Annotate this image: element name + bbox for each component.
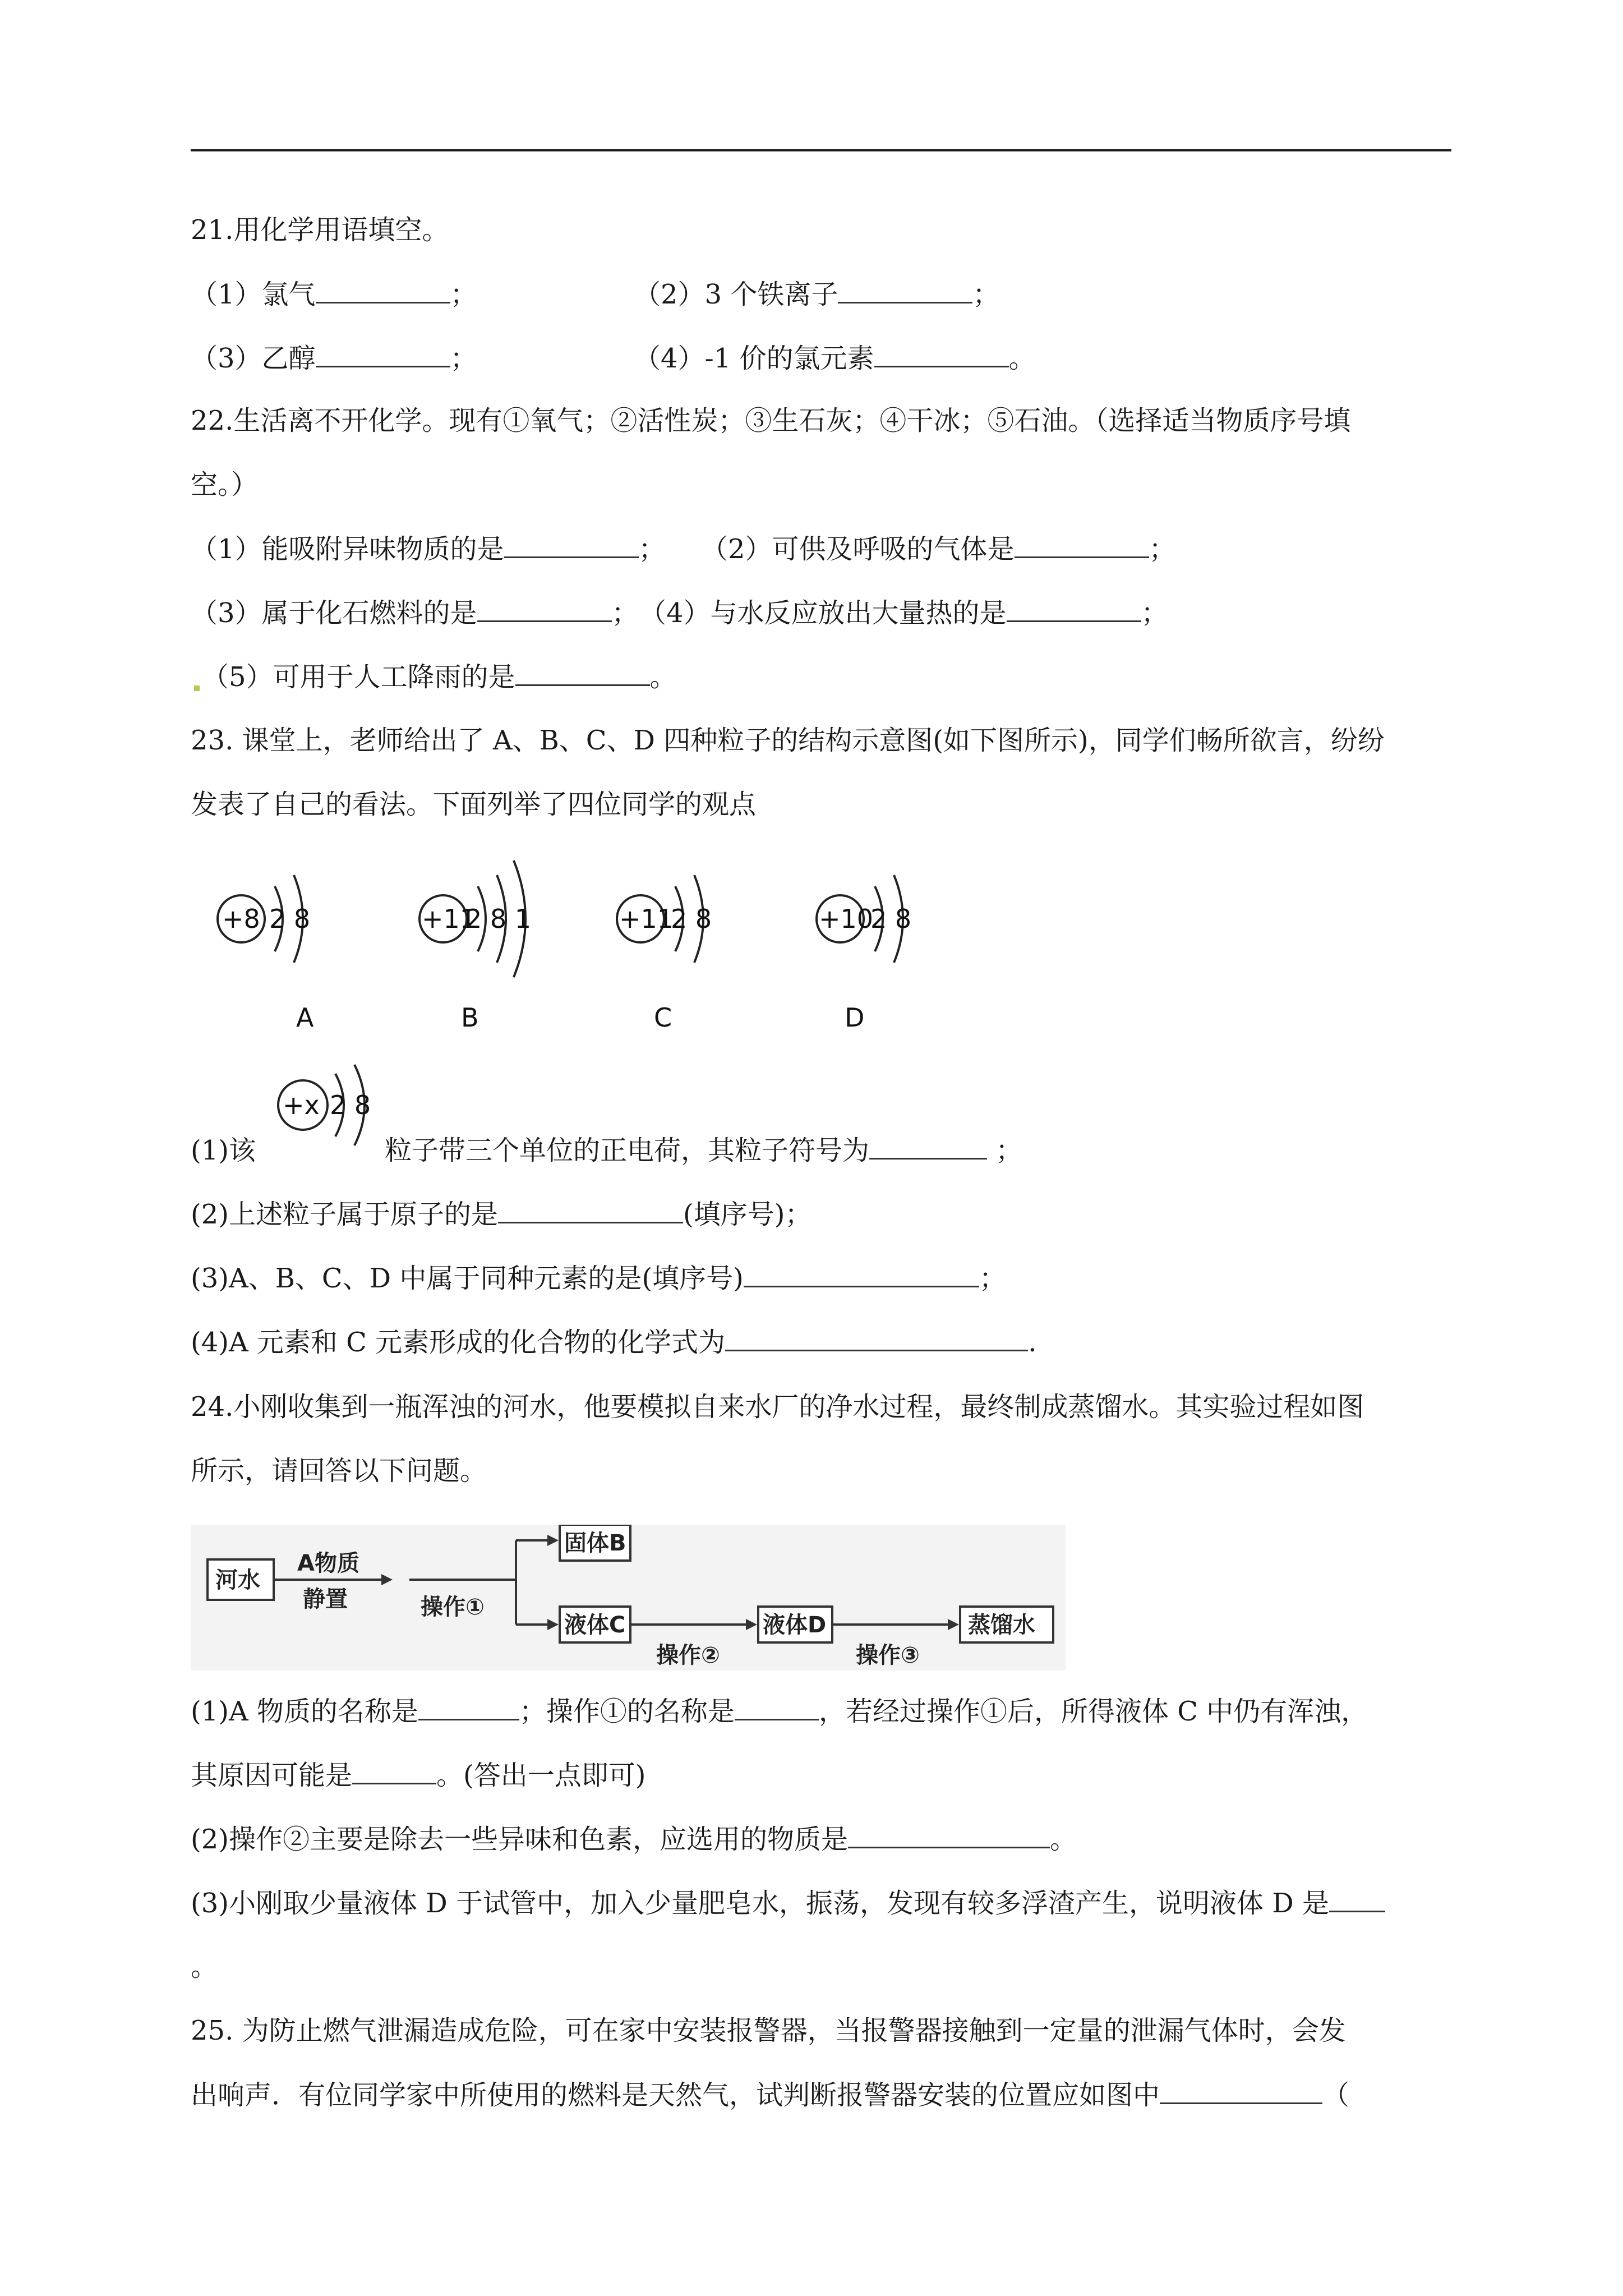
answer-blank[interactable] bbox=[1329, 1886, 1385, 1912]
svg-text:河水: 河水 bbox=[215, 1567, 260, 1593]
q25-line1: 25. 为防止燃气泄漏造成危险，可在家中安装报警器，当报警器接触到一定量的泄漏气体时，会发 bbox=[191, 2015, 1346, 2046]
svg-text:A: A bbox=[296, 1002, 314, 1033]
q21-title: 21.用化学用语填空。 bbox=[191, 214, 449, 246]
svg-text:2 8: 2 8 bbox=[870, 904, 912, 934]
svg-text:A物质: A物质 bbox=[297, 1550, 359, 1576]
q22-part2: （2）可供及呼吸的气体是 ； bbox=[701, 532, 1176, 566]
svg-text:液体C: 液体C bbox=[564, 1612, 626, 1638]
particle-d bbox=[817, 875, 911, 1033]
svg-text:B: B bbox=[461, 1002, 479, 1033]
answer-blank[interactable] bbox=[744, 1261, 979, 1287]
particle-b bbox=[419, 861, 531, 1033]
svg-text:固体B: 固体B bbox=[564, 1530, 626, 1556]
svg-text:2 8 1: 2 8 1 bbox=[465, 904, 532, 934]
svg-text:2 8: 2 8 bbox=[269, 904, 311, 934]
answer-blank[interactable] bbox=[1160, 2078, 1322, 2104]
svg-text:2 8: 2 8 bbox=[671, 904, 712, 934]
answer-blank[interactable] bbox=[848, 1822, 1050, 1848]
svg-text:蒸馏水: 蒸馏水 bbox=[968, 1612, 1035, 1638]
q22-part1: （1）能吸附异味物质的是 ； bbox=[191, 532, 666, 566]
q21-part3: （3）乙醇 ； bbox=[191, 341, 477, 375]
svg-text:静置: 静置 bbox=[303, 1586, 348, 1612]
dot-mark bbox=[194, 685, 200, 691]
svg-text:操作②: 操作② bbox=[656, 1642, 720, 1668]
q23-part4: (4)A 元素和 C 元素形成的化合物的化学式为 . bbox=[191, 1325, 1036, 1359]
q23-title-cont: 发表了自己的看法。下面列举了四位同学的观点 bbox=[191, 789, 757, 820]
answer-blank[interactable] bbox=[869, 1133, 987, 1159]
svg-text:C: C bbox=[654, 1002, 672, 1033]
answer-blank[interactable] bbox=[838, 277, 972, 303]
answer-blank[interactable] bbox=[498, 1197, 683, 1223]
q24-part3: (3)小刚取少量液体 D 于试管中，加入少量肥皂水，振荡，发现有较多浮渣产生，说明液体 D 是 bbox=[191, 1886, 1385, 1920]
q22-title: 22.生活离不开化学。现有①氧气；②活性炭；③生石灰；④干冰；⑤石油。（选择适当物质序号填 bbox=[191, 405, 1351, 436]
q23-title: 23. 课堂上，老师给出了 A、B、C、D 四种粒子的结构示意图(如下图所示)，同学们畅所欲言，纷纷 bbox=[191, 725, 1385, 756]
svg-text:液体D: 液体D bbox=[763, 1612, 827, 1638]
answer-blank[interactable] bbox=[316, 277, 450, 303]
answer-blank[interactable] bbox=[352, 1758, 436, 1784]
q23-part3: (3)A、B、C、D 中属于同种元素的是(填序号) ； bbox=[191, 1261, 1006, 1295]
particle-a bbox=[218, 875, 314, 1033]
svg-text:+10: +10 bbox=[819, 904, 874, 934]
svg-text:D: D bbox=[845, 1002, 865, 1033]
q24-part3-end: 。 bbox=[191, 1951, 218, 1982]
svg-text:+x: +x bbox=[283, 1090, 320, 1120]
q25-line2: 出响声．有位同学家中所使用的燃料是天然气，试判断报警器安装的位置应如图中 （ bbox=[191, 2078, 1349, 2112]
q24-part1: (1)A 物质的名称是 ；操作①的名称是 ，若经过操作①后，所得液体 C 中仍有浑浊， bbox=[191, 1694, 1368, 1728]
answer-blank[interactable] bbox=[418, 1694, 519, 1720]
answer-blank[interactable] bbox=[725, 1325, 1028, 1351]
q22-part3: （3）属于化石燃料的是 ； bbox=[191, 596, 639, 630]
q21-part1: （1）氯气 ； bbox=[191, 277, 477, 311]
answer-blank[interactable] bbox=[735, 1694, 819, 1720]
svg-text:+11: +11 bbox=[619, 904, 674, 934]
svg-text:操作①: 操作① bbox=[421, 1594, 485, 1620]
header-rule bbox=[191, 149, 1451, 151]
answer-blank[interactable] bbox=[316, 341, 450, 367]
q21-part2: （2）3 个铁离子 ； bbox=[634, 277, 999, 311]
q24-part2: (2)操作②主要是除去一些异味和色素，应选用的物质是 。 bbox=[191, 1822, 1077, 1856]
svg-text:+8: +8 bbox=[222, 904, 260, 934]
particle-diagrams bbox=[202, 853, 987, 1043]
answer-blank[interactable] bbox=[515, 660, 650, 686]
answer-blank[interactable] bbox=[1015, 532, 1149, 558]
svg-text:2 8: 2 8 bbox=[330, 1090, 371, 1120]
purification-flowchart bbox=[191, 1525, 1066, 1671]
q22-part4: （4）与水反应放出大量热的是 ； bbox=[639, 596, 1168, 630]
svg-text:操作③: 操作③ bbox=[856, 1642, 920, 1668]
answer-blank[interactable] bbox=[477, 596, 612, 622]
q22-title-cont: 空。） bbox=[191, 469, 259, 500]
particle-c bbox=[617, 875, 712, 1033]
q24-title-cont: 所示，请回答以下问题。 bbox=[191, 1455, 487, 1487]
svg-text:+11: +11 bbox=[422, 904, 477, 934]
q23-part1: (1)该 粒子带三个单位的正电荷，其粒子符号为 ； bbox=[191, 1133, 1022, 1167]
q24-title: 24.小刚收集到一瓶浑浊的河水，他要模拟自来水厂的净水过程，最终制成蒸馏水。其实验过程如图 bbox=[191, 1391, 1364, 1423]
q22-part5: （5）可用于人工降雨的是 。 bbox=[202, 660, 677, 694]
answer-blank[interactable] bbox=[1007, 596, 1141, 622]
answer-blank[interactable] bbox=[874, 341, 1009, 367]
q24-part1-cont: 其原因可能是 。(答出一点即可) bbox=[191, 1758, 645, 1792]
q23-part2: (2)上述粒子属于原子的是 (填序号)； bbox=[191, 1197, 811, 1231]
q21-part4: （4）-1 价的氯元素 。 bbox=[634, 341, 1036, 375]
answer-blank[interactable] bbox=[504, 532, 639, 558]
